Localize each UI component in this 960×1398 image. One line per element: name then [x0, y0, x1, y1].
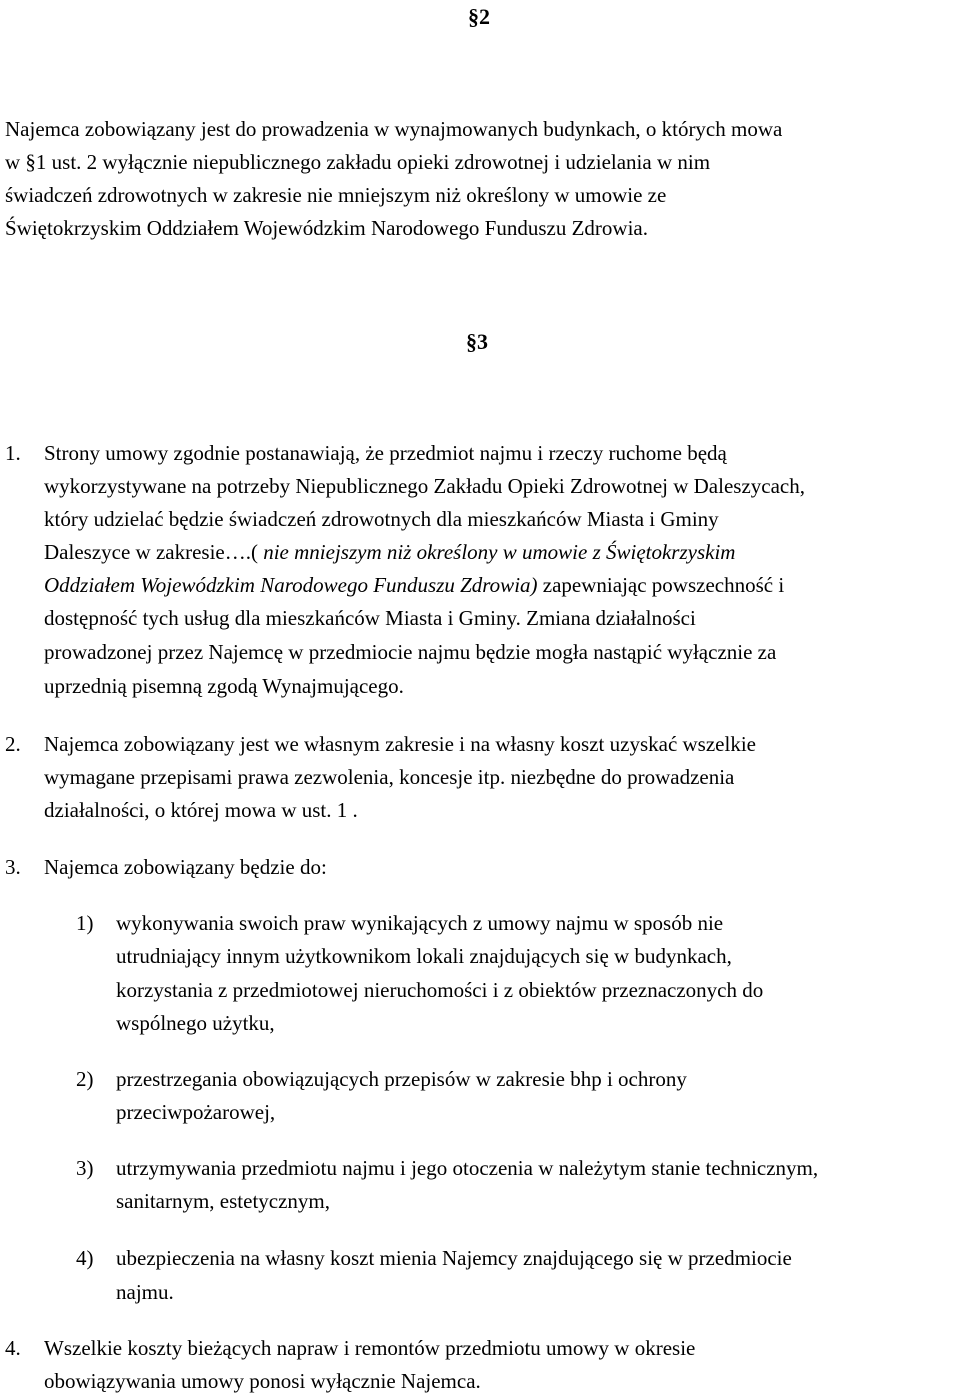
item-line: który udzielać będzie świadczeń zdrowotnych dla mieszkańców Miasta i Gminy [44, 507, 719, 531]
subitem-number: 1) [76, 911, 94, 935]
item-line-italic: Oddziałem Wojewódzkim Narodowego Funduszu Zdrowia) [44, 573, 538, 597]
item-line: prowadzonej przez Najemcę w przedmiocie najmu będzie mogła nastąpić wyłącznie za [44, 640, 777, 664]
item-line: dostępność tych usług dla mieszkańców Miasta i Gminy. Zmiana działalności [44, 606, 696, 630]
item-line: uprzednią pisemną zgodą Wynajmującego. [44, 674, 404, 698]
item-line: wykorzystywane na potrzeby Niepublicznego Zakładu Opieki Zdrowotnej w Daleszycach, [44, 474, 805, 498]
item-line: wymagane przepisami prawa zezwolenia, koncesje itp. niezbędne do prowadzenia [44, 765, 735, 789]
section-3-heading: §3 [466, 329, 488, 354]
subitem-line: sanitarnym, estetycznym, [116, 1189, 331, 1213]
item-line: Strony umowy zgodnie postanawiają, że przedmiot najmu i rzeczy ruchome będą [44, 441, 727, 465]
section-2-heading: §2 [468, 4, 490, 29]
subitem-number: 4) [76, 1246, 94, 1270]
subitem-line: utrzymywania przedmiotu najmu i jego otoczenia w należytym stanie technicznym, [116, 1156, 819, 1180]
item-line: obowiązywania umowy ponosi wyłącznie Najemca. [44, 1369, 481, 1393]
subitem-line: przestrzegania obowiązujących przepisów w zakresie bhp i ochrony [116, 1067, 687, 1091]
item-intro: Najemca zobowiązany będzie do: [44, 855, 327, 879]
paragraph-line: Najemca zobowiązany jest do prowadzenia w wynajmowanych budynkach, o których mowa [5, 117, 783, 141]
item-line-text: Daleszyce w zakresie….( [44, 540, 258, 564]
paragraph-line: świadczeń zdrowotnych w zakresie nie mniejszym niż określony w umowie ze [5, 183, 667, 207]
item-number: 1. [5, 441, 21, 465]
item-line [44, 536, 735, 569]
item-line: działalności, o której mowa w ust. 1 . [44, 798, 358, 822]
paragraph-line: Świętokrzyskim Oddziałem Wojewódzkim Narodowego Funduszu Zdrowia. [5, 216, 648, 240]
item-number: 3. [5, 855, 21, 879]
subitem-line: najmu. [116, 1280, 174, 1304]
subitem-number: 2) [76, 1067, 94, 1091]
subitem-line: ubezpieczenia na własny koszt mienia Najemcy znajdującego się w przedmiocie [116, 1246, 792, 1270]
item-number: 4. [5, 1336, 21, 1360]
subitem-number: 3) [76, 1156, 94, 1180]
subitem-line: wykonywania swoich praw wynikających z umowy najmu w sposób nie [116, 911, 724, 935]
item-line: Wszelkie koszty bieżących napraw i remontów przedmiotu umowy w okresie [44, 1336, 696, 1360]
subitem-line: utrudniający innym użytkownikom lokali znajdujących się w budynkach, [116, 944, 732, 968]
item-line [44, 569, 784, 602]
subitem-line: korzystania z przedmiotowej nieruchomości i z obiektów przeznaczonych do [116, 978, 764, 1002]
subitem-line: przeciwpożarowej, [116, 1100, 276, 1124]
item-line-italic: nie mniejszym niż określony w umowie z Świętokrzyskim [257, 540, 736, 564]
paragraph-line: w §1 ust. 2 wyłącznie niepublicznego zakładu opieki zdrowotnej i udzielania w nim [5, 150, 711, 174]
subitem-line: wspólnego użytku, [116, 1011, 275, 1035]
item-line-text: zapewniając powszechność i [537, 573, 785, 597]
item-line: Najemca zobowiązany jest we własnym zakresie i na własny koszt uzyskać wszelkie [44, 732, 756, 756]
item-number: 2. [5, 732, 21, 756]
